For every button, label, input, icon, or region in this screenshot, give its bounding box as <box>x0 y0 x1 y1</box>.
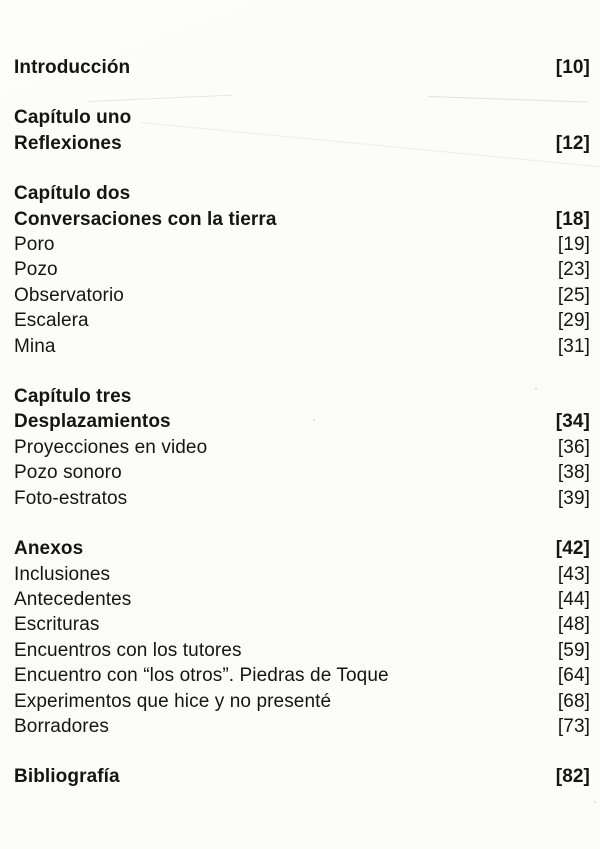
toc-entry-page: [59] <box>557 639 590 661</box>
toc-row <box>14 663 590 688</box>
toc-row <box>14 55 590 80</box>
toc-entry-title: Antecedentes <box>14 588 132 610</box>
scan-speck <box>535 388 537 390</box>
toc-entry-title: Foto-estratos <box>14 487 128 509</box>
toc-row <box>14 612 590 637</box>
toc-entry-page: [68] <box>557 690 590 712</box>
toc-entry-title: Capítulo tres <box>14 386 132 408</box>
toc-entry-page: [44] <box>557 588 590 610</box>
toc-entry-page: [43] <box>557 563 590 585</box>
toc-row <box>14 105 590 130</box>
toc-entry-title: Poro <box>14 234 55 256</box>
toc-entry-title: Escalera <box>14 310 89 332</box>
toc-section-capitulo-tres <box>14 384 590 511</box>
toc-entry-page: [42] <box>555 538 590 560</box>
toc-row <box>14 283 590 308</box>
toc-entry-title: Mina <box>14 335 56 357</box>
toc-entry-page: [18] <box>555 208 590 230</box>
toc-row <box>14 257 590 282</box>
toc-entry-title: Reflexiones <box>14 132 122 154</box>
toc-entry-page: [12] <box>555 132 590 154</box>
toc-entry-title: Escrituras <box>14 614 100 636</box>
toc-entry-title: Bibliografía <box>14 766 120 788</box>
toc-entry-title: Encuentro con “los otros”. Piedras de Toque <box>14 665 389 687</box>
toc-row <box>14 207 590 232</box>
toc-entry-page: [23] <box>557 259 590 281</box>
toc-entry-page: [38] <box>557 462 590 484</box>
toc-entry-title: Proyecciones en video <box>14 436 208 458</box>
toc-entry-title: Encuentros con los tutores <box>14 639 242 661</box>
toc-entry-page: [31] <box>557 335 590 357</box>
toc-entry-page: [64] <box>557 665 590 687</box>
toc-row <box>14 131 590 156</box>
toc-entry-title: Pozo <box>14 259 58 281</box>
toc-entry-page: [10] <box>555 57 590 78</box>
toc-row <box>14 181 590 206</box>
toc-entry-title: Pozo sonoro <box>14 462 122 484</box>
toc-entry-page: [34] <box>555 411 590 433</box>
toc-section-introduccion <box>14 55 590 80</box>
toc-entry-page: [29] <box>557 310 590 332</box>
toc-entry-title: Introducción <box>14 57 131 78</box>
toc-row <box>14 689 590 714</box>
toc-entry-page: [48] <box>557 614 590 636</box>
toc-row <box>14 764 590 789</box>
toc-entry-page: [36] <box>557 436 590 458</box>
toc-row <box>14 486 590 511</box>
toc-entry-page: [25] <box>557 284 590 306</box>
toc-entry-title: Borradores <box>14 715 109 737</box>
toc-row <box>14 308 590 333</box>
toc-entry-page: [73] <box>557 715 590 737</box>
toc-row <box>14 334 590 359</box>
toc-entry-page: [39] <box>557 487 590 509</box>
toc-entry-title: Capítulo dos <box>14 183 131 205</box>
toc-section-bibliografia <box>14 764 590 789</box>
toc-section-capitulo-dos <box>14 181 590 359</box>
toc-row <box>14 587 590 612</box>
toc-entry-title: Anexos <box>14 538 84 560</box>
toc-row <box>14 435 590 460</box>
toc-entry-page: [82] <box>555 766 590 788</box>
toc-row <box>14 232 590 257</box>
toc-row <box>14 714 590 739</box>
toc-section-capitulo-uno <box>14 105 590 156</box>
toc-entry-title: Experimentos que hice y no presenté <box>14 690 332 712</box>
scan-speck <box>594 801 596 803</box>
toc-section-anexos <box>14 536 590 739</box>
scan-speck <box>313 419 315 421</box>
toc-entry-page: [19] <box>557 234 590 256</box>
toc-entry-title: Capítulo uno <box>14 107 132 129</box>
toc-row <box>14 384 590 409</box>
toc-entry-title: Conversaciones con la tierra <box>14 208 277 230</box>
toc-row <box>14 536 590 561</box>
toc-entry-title: Desplazamientos <box>14 411 171 433</box>
toc-entry-title: Observatorio <box>14 284 124 306</box>
toc-row <box>14 460 590 485</box>
toc-row <box>14 638 590 663</box>
toc-entry-title: Inclusiones <box>14 563 111 585</box>
toc-row <box>14 562 590 587</box>
toc-row <box>14 409 590 434</box>
